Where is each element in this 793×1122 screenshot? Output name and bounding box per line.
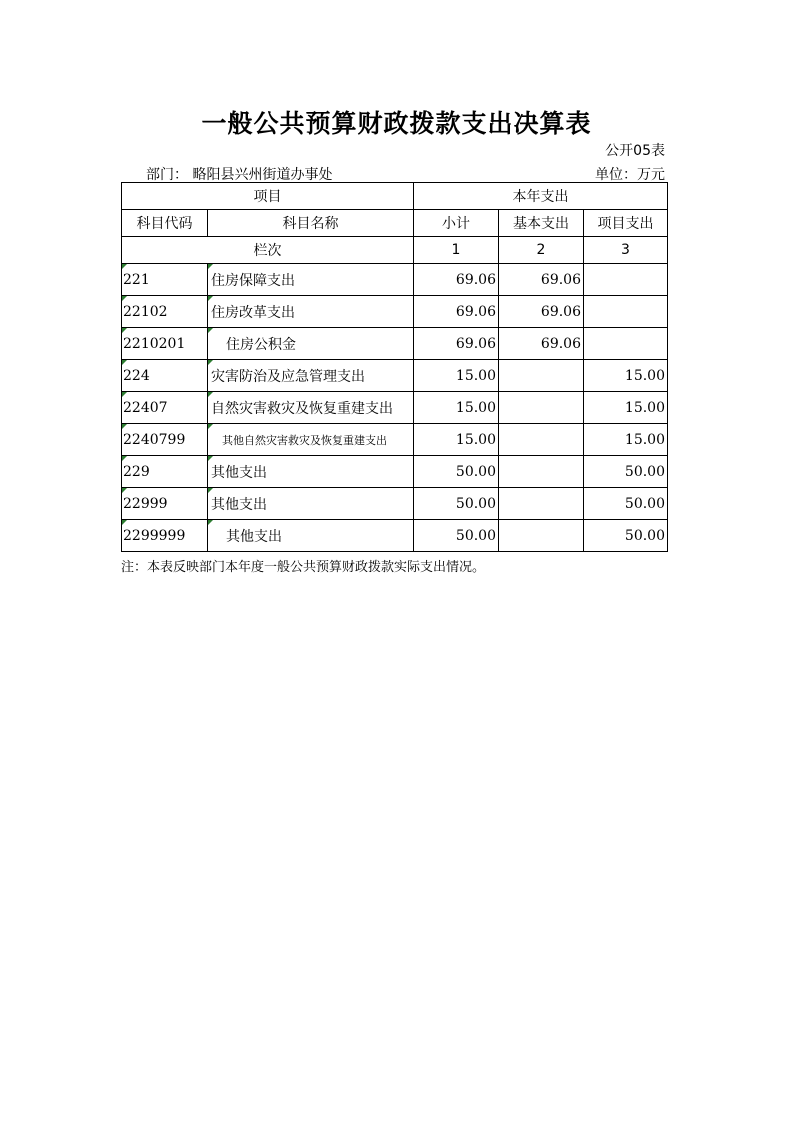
department-label: 部门： 略阳县兴州街道办事处: [146, 167, 333, 183]
cell-subtotal: 69.06: [414, 264, 499, 296]
cell-marker-icon: [208, 392, 213, 397]
form-number: 公开05表: [605, 143, 665, 159]
cell-basic: [499, 520, 584, 552]
cell-project: [584, 264, 668, 296]
page-title: 一般公共预算财政拨款支出决算表: [201, 109, 592, 138]
cell-code: 224: [122, 360, 208, 392]
expenditure-table: [121, 182, 668, 552]
cell-subtotal: 50.00: [414, 456, 499, 488]
cell-marker-icon: [208, 488, 213, 493]
cell-code: 221: [122, 264, 208, 296]
cell-marker-icon: [208, 520, 213, 525]
cell-subtotal: 15.00: [414, 360, 499, 392]
table-row: [122, 264, 668, 296]
header-col2: 2: [499, 237, 584, 264]
cell-project: 50.00: [584, 456, 668, 488]
cell-subtotal: 15.00: [414, 424, 499, 456]
table-row: [122, 296, 668, 328]
cell-marker-icon: [122, 296, 127, 301]
cell-code: 2299999: [122, 520, 208, 552]
cell-code: 2210201: [122, 328, 208, 360]
table-row: [122, 520, 668, 552]
cell-marker-icon: [208, 456, 213, 461]
cell-marker-icon: [208, 264, 213, 269]
cell-marker-icon: [122, 328, 127, 333]
cell-name: 自然灾害救灾及恢复重建支出: [208, 392, 414, 424]
header-subtotal: 小计: [414, 210, 499, 237]
cell-code: 2240799: [122, 424, 208, 456]
header-name: 科目名称: [208, 210, 414, 237]
cell-marker-icon: [122, 424, 127, 429]
header-item: 项目: [122, 183, 414, 210]
cell-basic: [499, 360, 584, 392]
cell-name: 其他支出: [208, 456, 414, 488]
header-code: 科目代码: [122, 210, 208, 237]
cell-marker-icon: [122, 488, 127, 493]
cell-marker-icon: [208, 328, 213, 333]
cell-project: 50.00: [584, 488, 668, 520]
header-col1: 1: [414, 237, 499, 264]
cell-name: 住房公积金: [208, 328, 414, 360]
header-basic: 基本支出: [499, 210, 584, 237]
cell-project: [584, 296, 668, 328]
cell-name: 住房保障支出: [208, 264, 414, 296]
cell-code: 22999: [122, 488, 208, 520]
cell-subtotal: 15.00: [414, 392, 499, 424]
header-col3: 3: [584, 237, 668, 264]
cell-project: 50.00: [584, 520, 668, 552]
table-row: [122, 392, 668, 424]
cell-code: 22407: [122, 392, 208, 424]
cell-marker-icon: [122, 264, 127, 269]
cell-name: 其他支出: [208, 488, 414, 520]
table-row: [122, 424, 668, 456]
cell-basic: 69.06: [499, 296, 584, 328]
table-row: [122, 456, 668, 488]
cell-marker-icon: [122, 520, 127, 525]
cell-project: 15.00: [584, 392, 668, 424]
header-current-year: 本年支出: [414, 183, 668, 210]
cell-name: 其他自然灾害救灾及恢复重建支出: [208, 424, 414, 456]
cell-basic: [499, 424, 584, 456]
table-row: [122, 328, 668, 360]
header-project: 项目支出: [584, 210, 668, 237]
cell-basic: 69.06: [499, 328, 584, 360]
cell-project: 15.00: [584, 360, 668, 392]
cell-project: 15.00: [584, 424, 668, 456]
cell-marker-icon: [208, 424, 213, 429]
cell-code: 22102: [122, 296, 208, 328]
cell-subtotal: 69.06: [414, 328, 499, 360]
header-column-index: 栏次: [122, 237, 414, 264]
cell-marker-icon: [208, 360, 213, 365]
cell-marker-icon: [208, 296, 213, 301]
cell-project: [584, 328, 668, 360]
cell-basic: 69.06: [499, 264, 584, 296]
unit-label: 单位：万元: [595, 167, 665, 183]
cell-basic: [499, 456, 584, 488]
cell-marker-icon: [122, 392, 127, 397]
cell-name: 灾害防治及应急管理支出: [208, 360, 414, 392]
cell-marker-icon: [122, 456, 127, 461]
table-row: [122, 360, 668, 392]
table-row: [122, 488, 668, 520]
cell-basic: [499, 392, 584, 424]
cell-name: 住房改革支出: [208, 296, 414, 328]
cell-marker-icon: [122, 360, 127, 365]
cell-subtotal: 50.00: [414, 520, 499, 552]
cell-basic: [499, 488, 584, 520]
footnote: 注：本表反映部门本年度一般公共预算财政拨款实际支出情况。: [121, 560, 486, 575]
cell-name: 其他支出: [208, 520, 414, 552]
cell-code: 229: [122, 456, 208, 488]
cell-subtotal: 50.00: [414, 488, 499, 520]
cell-subtotal: 69.06: [414, 296, 499, 328]
